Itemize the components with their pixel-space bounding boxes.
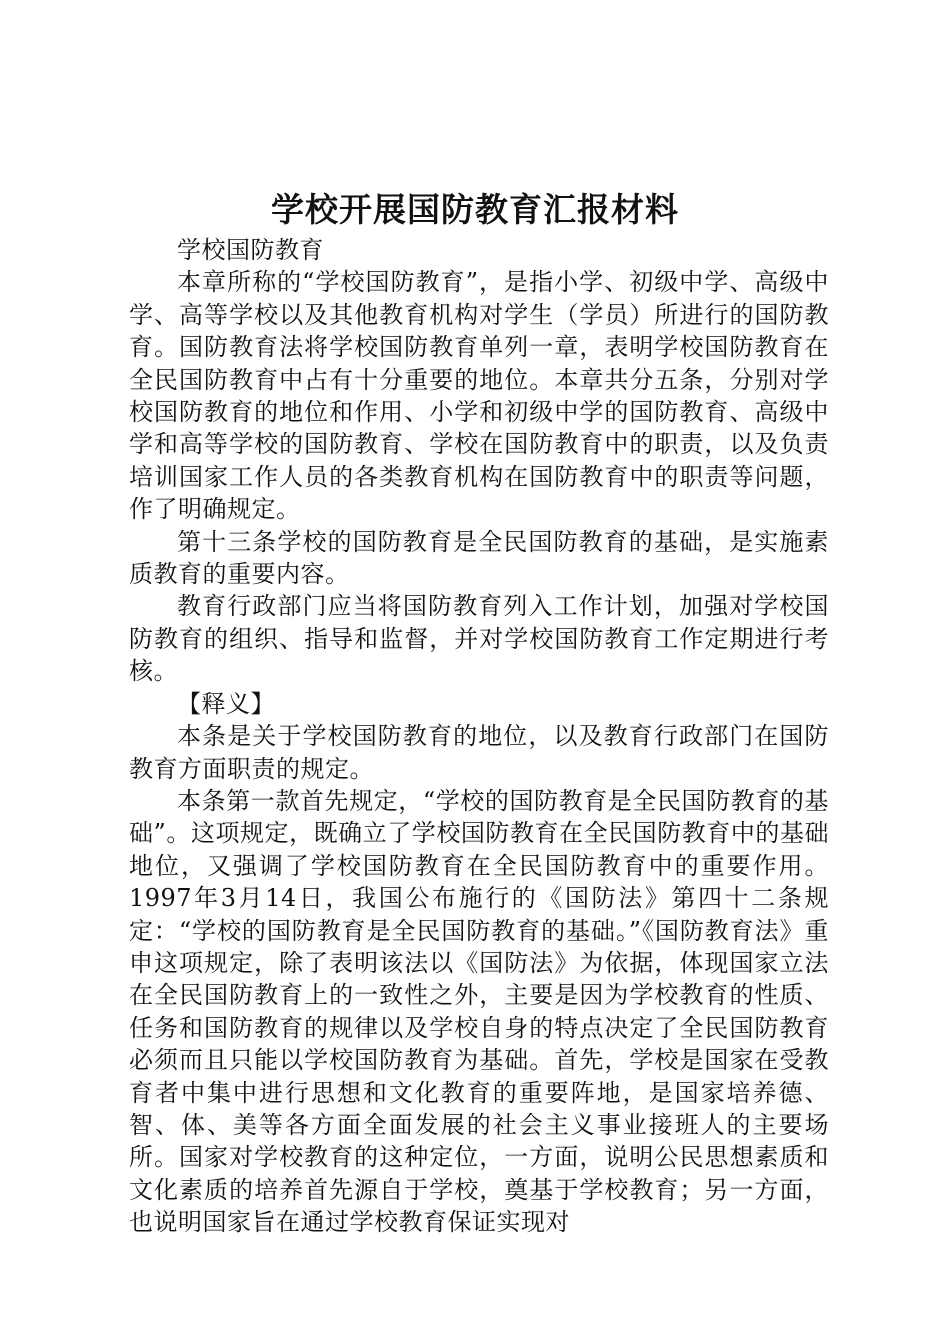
document-title: 学校开展国防教育汇报材料: [271, 190, 679, 229]
paragraph-chapter-intro: 本章所称的“学校国防教育”，是指小学、初级中学、高级中学、高等学校以及其他教育机构对学生（学员）所进行的国防教育。国防教育法将学校国防教育单列一章，表明学校国防教育在全民国防教育中占有十分重要的地位。本章共分五条，分别对学校国防教育的地位和作用、小学和初级中学的国防教育、高级中学和高等学校的国防教育、学校在国防教育中的职责，以及负责培训国家工作人员的各类教育机构在国防教育中的职责等问题，作了明确规定。: [129, 268, 829, 524]
paragraph-section-heading: 学校国防教育: [177, 236, 324, 264]
document-body: [129, 234, 829, 1239]
paragraph-article-13: 第十三条学校的国防教育是全民国防教育的基础，是实施素质教育的重要内容。: [129, 527, 829, 589]
paragraph-interpretation-summary: 本条是关于学校国防教育的地位，以及教育行政部门在国防教育方面职责的规定。: [129, 722, 829, 783]
paragraph-interpretation-heading: 【释义】: [177, 689, 275, 718]
paragraph-interpretation-detail: 本条第一款首先规定，“学校的国防教育是全民国防教育的基础”。这项规定，既确立了学校国防教育在全民国防教育中的基础地位，又强调了学校国防教育在全民国防教育中的重要作用。1997年3月14日，我国公布施行的《国防法》第四十二条规定：“学校的国防教育是全民国防教育的基础。”《国防教育法》重申这项规定，除了表明该法以《国防法》为依据，体现国家立法在全民国防教育上的一致性之外，主要是因为学校教育的性质、任务和国防教育的规律以及学校自身的特点决定了全民国防教育必须而且只能以学校国防教育为基础。首先，学校是国家在受教育者中集中进行思想和文化教育的重要阵地，是国家培养德、智、体、美等各方面全面发展的社会主义事业接班人的主要场所。国家对学校教育的这种定位，一方面，说明公民思想素质和文化素质的培养首先源自于学校，奠基于学校教育；另一方面，也说明国家旨在通过学校教育保证实现对: [129, 786, 829, 1237]
paragraph-article-13-clause-2: 教育行政部门应当将国防教育列入工作计划，加强对学校国防教育的组织、指导和监督，并对学校国防教育工作定期进行考核。: [129, 592, 829, 686]
